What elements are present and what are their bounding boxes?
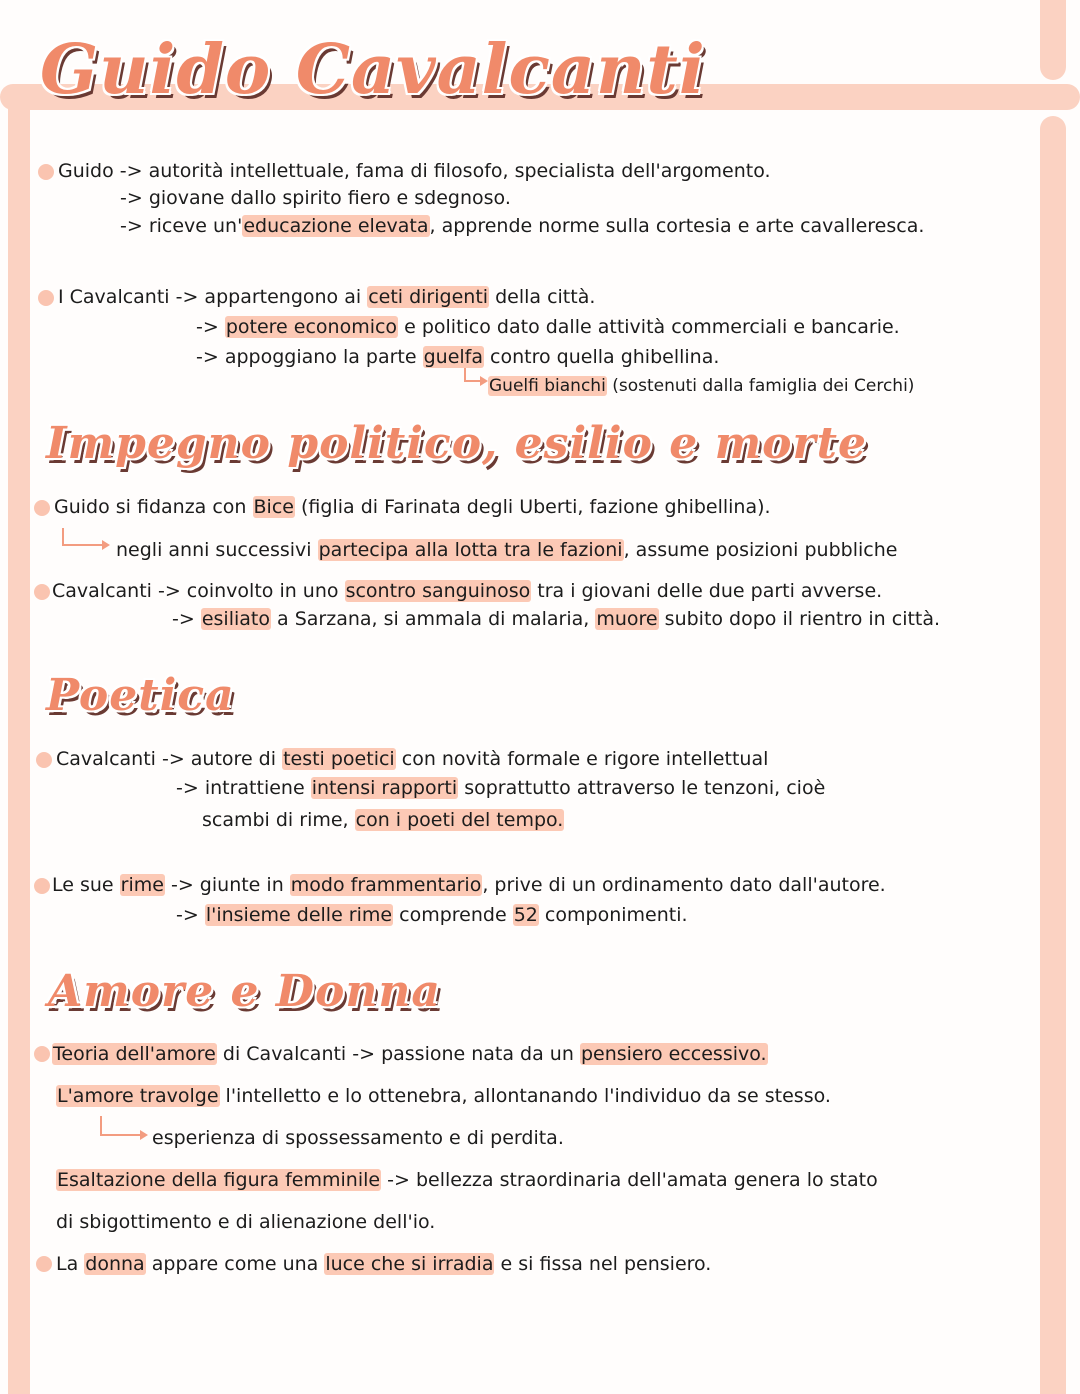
amore-line-2: L'amore travolge l'intelletto e lo ottenebra, allontanando l'individuo da se stesso. [57,1085,831,1107]
amore-line-4: Esaltazione della figura femminile -> bellezza straordinaria dell'amata genera lo stato [57,1169,878,1191]
amore-line-6: La donna appare come una luce che si irradia e si fissa nel pensiero. [56,1253,712,1275]
impegno-line-1: Guido si fidanza con Bice (figlia di Farinata degli Uberti, fazione ghibellina). [54,496,771,518]
impegno-line-3: Cavalcanti -> coinvolto in uno scontro sanguinoso tra i giovani delle due parti avverse. [52,580,883,602]
poetica-line-3: scambi di rime, con i poeti del tempo. [202,809,564,831]
cavalcanti-line-3: -> appoggiano la parte guelfa contro quella ghibellina. [196,346,720,368]
bullet-dot [34,500,50,516]
amore-line-3: esperienza di spossessamento e di perdita. [152,1127,564,1149]
amore-line-5: di sbigottimento e di alienazione dell'io. [56,1211,436,1233]
bullet-dot [34,878,50,894]
frame-left-bar [8,96,30,1394]
poetica-line-1: Cavalcanti -> autore di testi poetici con novità formale e rigore intellettual [56,748,769,770]
arrow-icon [464,368,482,382]
poetica-line-5: -> l'insieme delle rime comprende 52 componimenti. [176,904,688,926]
cavalcanti-line-4: Guelfi bianchi (sostenuti dalla famiglia dei Cerchi) [489,376,915,396]
impegno-line-4: -> esiliato a Sarzana, si ammala di malaria, muore subito dopo il rientro in città. [172,608,941,630]
bullet-dot [34,1046,50,1062]
cavalcanti-line-1: I Cavalcanti -> appartengono ai ceti dirigenti della città. [58,286,596,308]
poetica-line-2: -> intrattiene intensi rapporti soprattutto attraverso le tenzoni, cioè [176,777,826,799]
arrow-icon [100,1116,142,1136]
guido-line-1: Guido -> autorità intellettuale, fama di filosofo, specialista dell'argomento. [58,160,771,182]
section-heading-impegno: Impegno politico, esilio e morte [46,418,867,469]
bullet-dot [34,584,50,600]
section-heading-poetica: Poetica [46,670,235,721]
impegno-line-2: negli anni successivi partecipa alla lotta tra le fazioni, assume posizioni pubbliche [116,539,898,561]
bullet-dot [38,164,54,180]
guido-line-2: -> giovane dallo spirito fiero e sdegnoso. [120,187,511,209]
bullet-dot [36,1256,52,1272]
page-title: Guido Cavalcanti [40,30,706,110]
frame-right-top-bar [1040,0,1066,80]
cavalcanti-line-2: -> potere economico e politico dato dalle attività commerciali e bancarie. [196,316,900,338]
section-heading-amore: Amore e Donna [48,966,441,1017]
arrow-icon [62,528,104,546]
guido-line-3: -> riceve un'educazione elevata, apprende norme sulla cortesia e arte cavalleresca. [120,215,925,237]
amore-line-1: Teoria dell'amore di Cavalcanti -> passione nata da un pensiero eccessivo. [53,1043,767,1065]
poetica-line-4: Le sue rime -> giunte in modo frammentario, prive di un ordinamento dato dall'autore. [52,874,886,896]
frame-right-bar [1040,116,1066,1394]
bullet-dot [36,752,52,768]
bullet-dot [38,290,54,306]
